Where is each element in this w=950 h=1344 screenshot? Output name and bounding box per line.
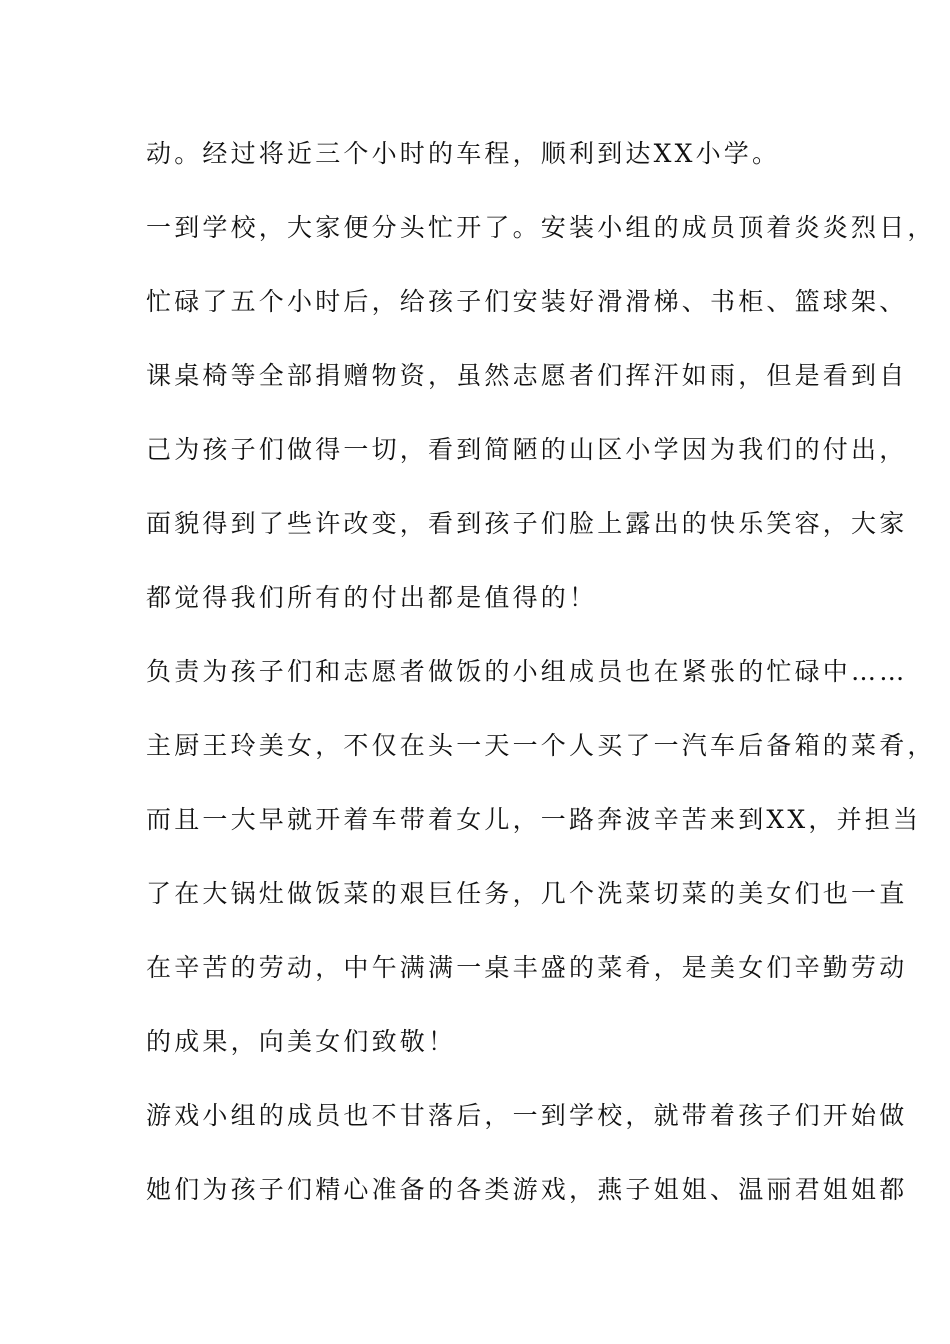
text-line-9: 主厨王玲美女，不仅在头一天一个人买了一汽车后备箱的菜肴，	[146, 731, 936, 760]
text-line-10: 而且一大早就开着车带着女儿，一路奔波辛苦来到XX，并担当	[146, 805, 922, 834]
text-line-5: 己为孩子们做得一切，看到简陋的山区小学因为我们的付出，	[146, 435, 908, 464]
text-line-2: 一到学校，大家便分头忙开了。安装小组的成员顶着炎炎烈日，	[146, 213, 936, 242]
text-line-13: 的成果，向美女们致敬！	[146, 1027, 457, 1056]
text-line-4: 课桌椅等全部捐赠物资，虽然志愿者们挥汗如雨，但是看到自	[146, 361, 908, 390]
text-line-15: 她们为孩子们精心准备的各类游戏，燕子姐姐、温丽君姐姐都	[146, 1175, 908, 1204]
text-line-7: 都觉得我们所有的付出都是值得的！	[146, 583, 598, 612]
text-line-1: 动。经过将近三个小时的车程，顺利到达XX小学。	[146, 139, 781, 168]
text-line-14: 游戏小组的成员也不甘落后，一到学校，就带着孩子们开始做	[146, 1101, 908, 1130]
text-line-12: 在辛苦的劳动，中午满满一桌丰盛的菜肴，是美女们辛勤劳动	[146, 953, 908, 982]
text-line-6: 面貌得到了些许改变，看到孩子们脸上露出的快乐笑容，大家	[146, 509, 908, 538]
text-line-11: 了在大锅灶做饭菜的艰巨任务，几个洗菜切菜的美女们也一直	[146, 879, 908, 908]
text-line-3: 忙碌了五个小时后，给孩子们安装好滑滑梯、书柜、篮球架、	[146, 287, 908, 316]
text-line-8: 负责为孩子们和志愿者做饭的小组成员也在紧张的忙碌中……	[146, 657, 908, 686]
